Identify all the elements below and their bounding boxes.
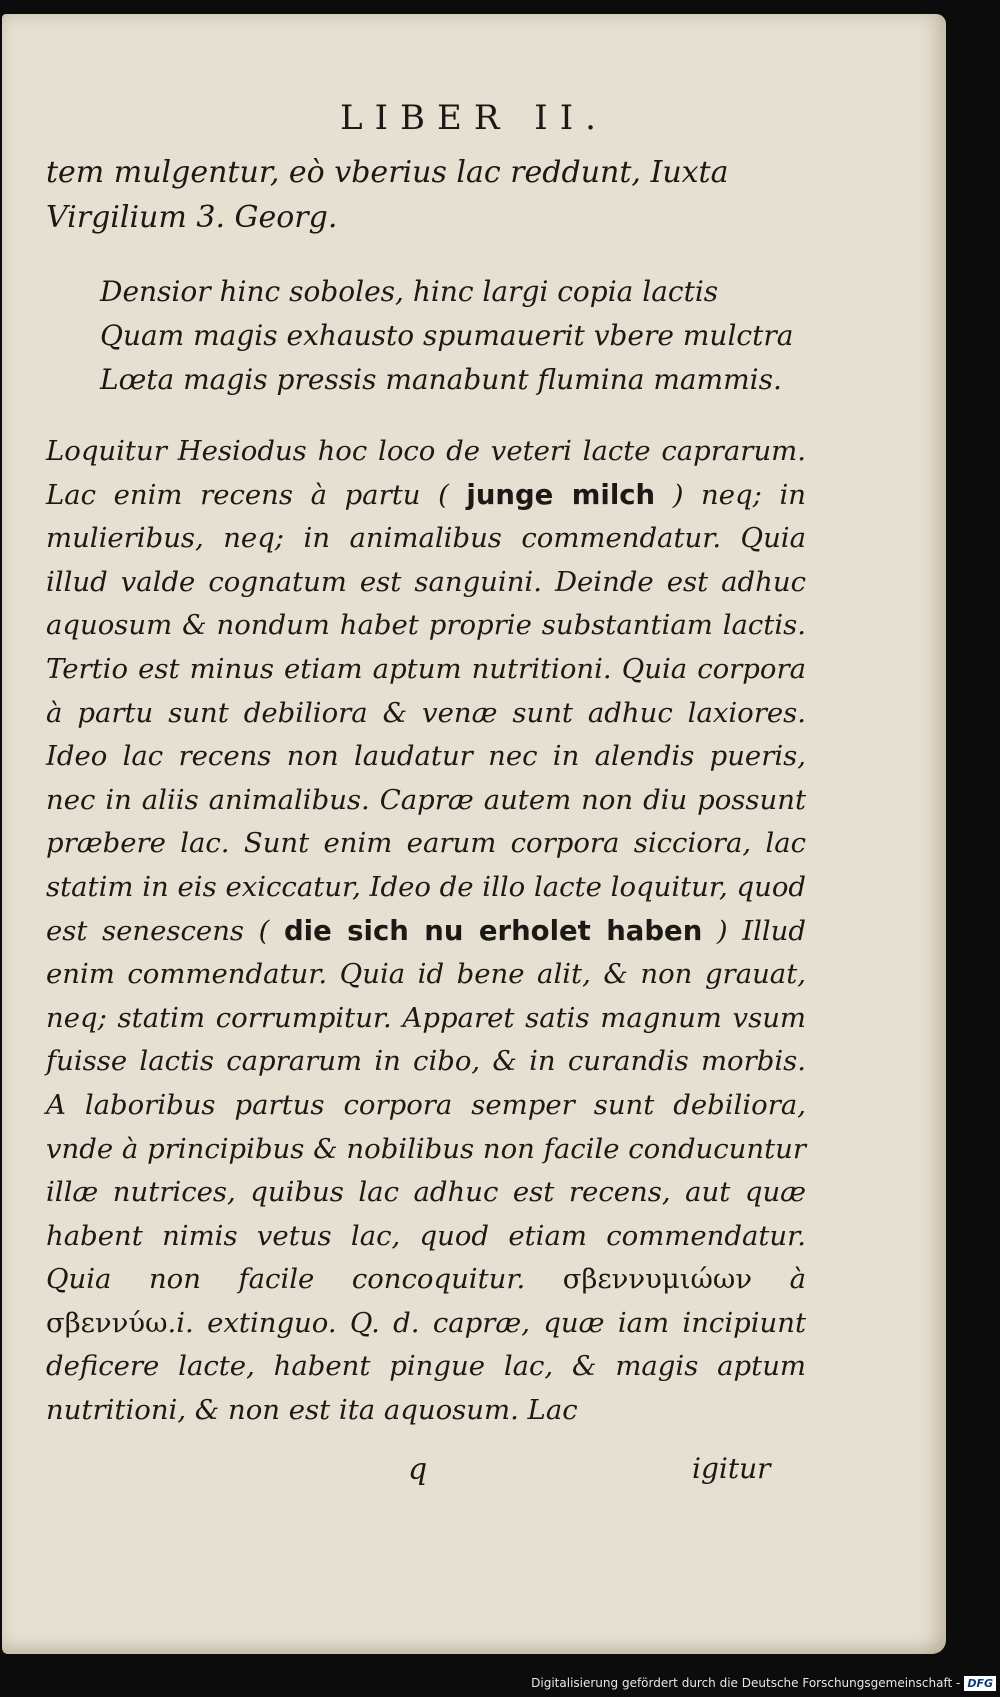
- digitization-credit: [531, 1673, 996, 1693]
- commentary-text: .i. extinguo. Q. d. capræ, quæ iam incipiunt deficere lacte, habent pingue lac, & magis aptum nutritioni, & non est ita aquosum. Lac: [46, 1306, 806, 1427]
- verse-quotation: [100, 270, 806, 402]
- commentary-text: ) neq; in mulieribus, neq; in animalibus commendatur. Quia illud valde cognatum est sanguini. Deinde est adhuc aquosum & nondum habet proprie substantiam lactis. Tertio est minus etiam aptum nutritioni. Quia corpora à partu sunt debiliora & venæ sunt adhuc laxiores. Ideo lac recens non laudatur nec in alendis pueris, nec in aliis animalibus. Capræ autem non diu possunt præbere lac. Sunt enim earum corpora sicciora, lac statim in eis exiccatur, Ideo de illo lacte loquitur, quod est senescens (: [46, 478, 806, 947]
- commentary-text: à: [789, 1263, 806, 1296]
- greek-word: σβεννυμιώων: [562, 1263, 753, 1296]
- commentary-text: ) Illud enim commendatur. Quia id bene alit, & non grauat, neq; statim corrumpitur. Apparet satis magnum vsum fuisse lactis caprarum in cibo, & in curandis morbis. A laboribus partus corpora semper sunt debiliora, vnde à principibus & nobilibus non facile conducuntur illæ nutrices, quibus lac adhuc est recens, aut quæ habent nimis vetus lac, quod etiam commendatur. Quia non facile concoquitur.: [46, 914, 806, 1296]
- signature-mark: q: [408, 1452, 428, 1487]
- verse-line: Lœta magis pressis manabunt flumina mammis.: [100, 363, 782, 396]
- commentary-text: Loquitur Hesiodus hoc loco de veteri lacte caprarum. Lac enim recens à partu (: [46, 435, 806, 511]
- greek-word: σβεννύω: [46, 1306, 168, 1339]
- german-gloss: die sich nu erholet haben: [283, 914, 703, 947]
- german-gloss: junge milch: [466, 478, 656, 511]
- credit-text: Digitalisierung gefördert durch die Deutsche Forschungsgemeinschaft -: [531, 1676, 961, 1690]
- running-head: LIBER II.: [340, 98, 608, 138]
- book-page: [2, 14, 946, 1654]
- opening-paragraph: tem mulgentur, eò vberius lac reddunt, Iuxta Virgilium 3. Georg.: [46, 155, 729, 235]
- verse-line: Densior hinc soboles, hinc largi copia lactis: [100, 275, 719, 308]
- page-body: [46, 150, 806, 1433]
- catchword: igitur: [692, 1452, 771, 1485]
- dfg-logo: DFG: [964, 1676, 996, 1691]
- commentary-paragraph: [46, 430, 806, 1433]
- page-footer: [2, 1452, 946, 1502]
- verse-line: Quam magis exhausto spumauerit vbere mulctra: [100, 319, 794, 352]
